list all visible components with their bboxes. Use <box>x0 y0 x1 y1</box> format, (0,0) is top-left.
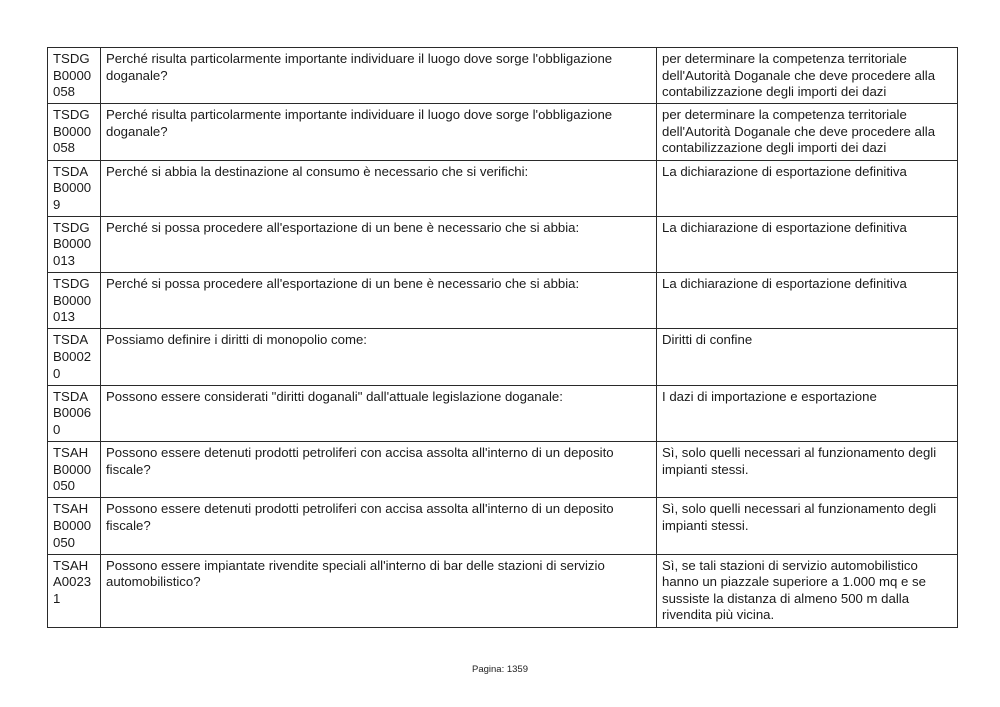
question-code-cell <box>48 442 101 498</box>
question-code-cell <box>48 160 101 216</box>
question-code-part: 050 <box>53 534 76 550</box>
question-code-part: B0000 <box>53 123 92 139</box>
question-code-part: 0 <box>53 365 61 381</box>
answer-text-cell: Sì, se tali stazioni di servizio automobilistico hanno un piazzale superiore a 1.000 mq e se sussiste la distanza di almeno 500 m dalla rivendita più vicina. <box>657 554 958 627</box>
question-code-part: TSAH <box>53 445 89 461</box>
question-code-cell <box>48 329 101 385</box>
question-code-part: B0000 <box>53 292 92 308</box>
answer-text-cell: I dazi di importazione e esportazione <box>657 385 958 441</box>
question-code-part: B0000 <box>53 67 92 83</box>
question-code-part: B0002 <box>53 349 92 365</box>
question-code-cell <box>48 104 101 160</box>
question-text-cell: Possiamo definire i diritti di monopolio come: <box>101 329 657 385</box>
question-code-part: TSDG <box>53 51 90 66</box>
question-code-part: TSDA <box>53 163 89 179</box>
question-code-part: A0023 <box>53 574 92 590</box>
question-code-part: B0000 <box>53 461 92 477</box>
question-code-part: 0 <box>53 421 61 437</box>
answer-text-cell: La dichiarazione di esportazione definitiva <box>657 160 958 216</box>
question-code-part: TSDG <box>53 276 90 292</box>
question-text-cell: Possono essere detenuti prodotti petroliferi con accisa assolta all'interno di un deposito fiscale? <box>101 442 657 498</box>
question-code-part: TSAH <box>53 557 89 573</box>
question-code-part: TSDA <box>53 332 89 348</box>
question-code-part: TSDG <box>53 107 90 123</box>
question-code-part: TSDG <box>53 219 90 235</box>
answer-text-cell: Sì, solo quelli necessari al funzionamento degli impianti stessi. <box>657 498 958 554</box>
question-code-part: 013 <box>53 253 76 269</box>
table-row <box>48 160 958 216</box>
question-text-cell: Possono essere considerati "diritti doganali" dall'attuale legislazione doganale: <box>101 385 657 441</box>
answer-text-cell: Diritti di confine <box>657 329 958 385</box>
table-row <box>48 554 958 627</box>
question-text-cell: Perché si possa procedere all'esportazione di un bene è necessario che si abbia: <box>101 216 657 272</box>
answer-text-cell: Sì, solo quelli necessari al funzionamento degli impianti stessi. <box>657 442 958 498</box>
question-code-cell <box>48 498 101 554</box>
question-text-cell: Perché si possa procedere all'esportazione di un bene è necessario che si abbia: <box>101 273 657 329</box>
question-code-part: B0000 <box>53 180 92 196</box>
table-row <box>48 273 958 329</box>
question-code-part: TSDA <box>53 388 89 404</box>
question-code-part: TSAH <box>53 501 89 517</box>
question-text-cell: Possono essere impiantate rivendite speciali all'interno di bar delle stazioni di servizio automobilistico? <box>101 554 657 627</box>
table-row <box>48 104 958 160</box>
page-number: Pagina: 1359 <box>472 664 528 675</box>
table-row <box>48 385 958 441</box>
table-row <box>48 216 958 272</box>
answer-text-cell: La dichiarazione di esportazione definitiva <box>657 273 958 329</box>
question-code-part: B0006 <box>53 405 92 421</box>
answer-text-cell: La dichiarazione di esportazione definitiva <box>657 216 958 272</box>
table-row <box>48 442 958 498</box>
question-code-part: 058 <box>53 140 76 156</box>
question-table-body <box>48 48 958 628</box>
question-code-part: B0000 <box>53 236 92 252</box>
question-text-cell: Perché si abbia la destinazione al consumo è necessario che si verifichi: <box>101 160 657 216</box>
question-code-part: 058 <box>53 84 76 100</box>
table-row <box>48 329 958 385</box>
answer-text-cell: per determinare la competenza territoriale dell'Autorità Doganale che deve procedere alla contabilizzazione degli importi dei dazi <box>657 48 958 104</box>
question-code-cell <box>48 216 101 272</box>
question-code-part: 013 <box>53 309 76 325</box>
table-row <box>48 498 958 554</box>
table-row <box>48 48 958 104</box>
question-code-cell <box>48 48 101 104</box>
question-code-part: 050 <box>53 478 76 494</box>
question-table <box>47 47 958 628</box>
question-code-part: 1 <box>53 590 61 606</box>
question-text-cell: Perché risulta particolarmente importante individuare il luogo dove sorge l'obbligazione doganale? <box>101 104 657 160</box>
question-text-cell: Possono essere detenuti prodotti petroliferi con accisa assolta all'interno di un deposito fiscale? <box>101 498 657 554</box>
question-code-part: 9 <box>53 196 61 212</box>
question-code-cell <box>48 385 101 441</box>
answer-text-cell: per determinare la competenza territoriale dell'Autorità Doganale che deve procedere alla contabilizzazione degli importi dei dazi <box>657 104 958 160</box>
question-text-cell: Perché risulta particolarmente importante individuare il luogo dove sorge l'obbligazione doganale? <box>101 48 657 104</box>
question-code-part: B0000 <box>53 517 92 533</box>
question-code-cell <box>48 554 101 627</box>
question-code-cell <box>48 273 101 329</box>
